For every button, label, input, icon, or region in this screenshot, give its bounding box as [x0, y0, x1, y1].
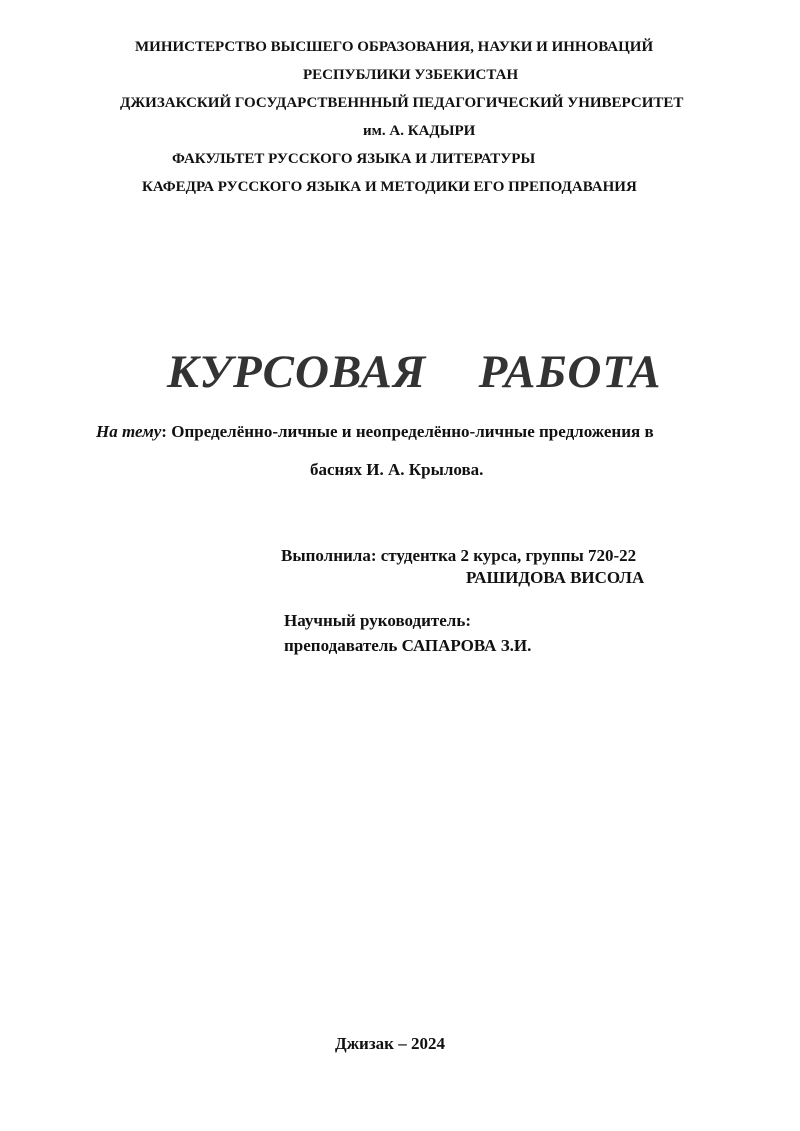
ministry-line-2: РЕСПУБЛИКИ УЗБЕКИСТАН	[303, 67, 519, 83]
topic-colon: :	[161, 422, 167, 441]
topic-line-1	[96, 421, 654, 443]
topic-text-1: Определённо-личные и неопределённо-личные предложения в	[166, 422, 654, 441]
university-line-2: им. А. КАДЫРИ	[363, 123, 476, 139]
department-line: КАФЕДРА РУССКОГО ЯЗЫКА И МЕТОДИКИ ЕГО ПРЕПОДАВАНИЯ	[142, 179, 637, 195]
author-name: РАШИДОВА ВИСОЛА	[466, 568, 645, 587]
author-line: Выполнила: студентка 2 курса, группы 720-22	[281, 546, 637, 565]
topic-label: На тему	[96, 422, 162, 441]
supervisor-line: преподаватель САПАРОВА З.И.	[284, 636, 532, 655]
university-line-1: ДЖИЗАКСКИЙ ГОСУДАРСТВЕНННЫЙ ПЕДАГОГИЧЕСКИЙ УНИВЕРСИТЕТ	[120, 95, 684, 111]
topic-text-2: баснях И. А. Крылова.	[310, 460, 484, 479]
faculty-line: ФАКУЛЬТЕТ РУССКОГО ЯЗЫКА И ЛИТЕРАТУРЫ	[172, 151, 536, 167]
document-title: КУРСОВАЯ РАБОТА	[167, 346, 662, 398]
ministry-line-1: МИНИСТЕРСТВО ВЫСШЕГО ОБРАЗОВАНИЯ, НАУКИ И ИННОВАЦИЙ	[135, 39, 654, 55]
supervisor-label: Научный руководитель:	[284, 611, 471, 630]
place-year: Джизак – 2024	[335, 1034, 445, 1053]
